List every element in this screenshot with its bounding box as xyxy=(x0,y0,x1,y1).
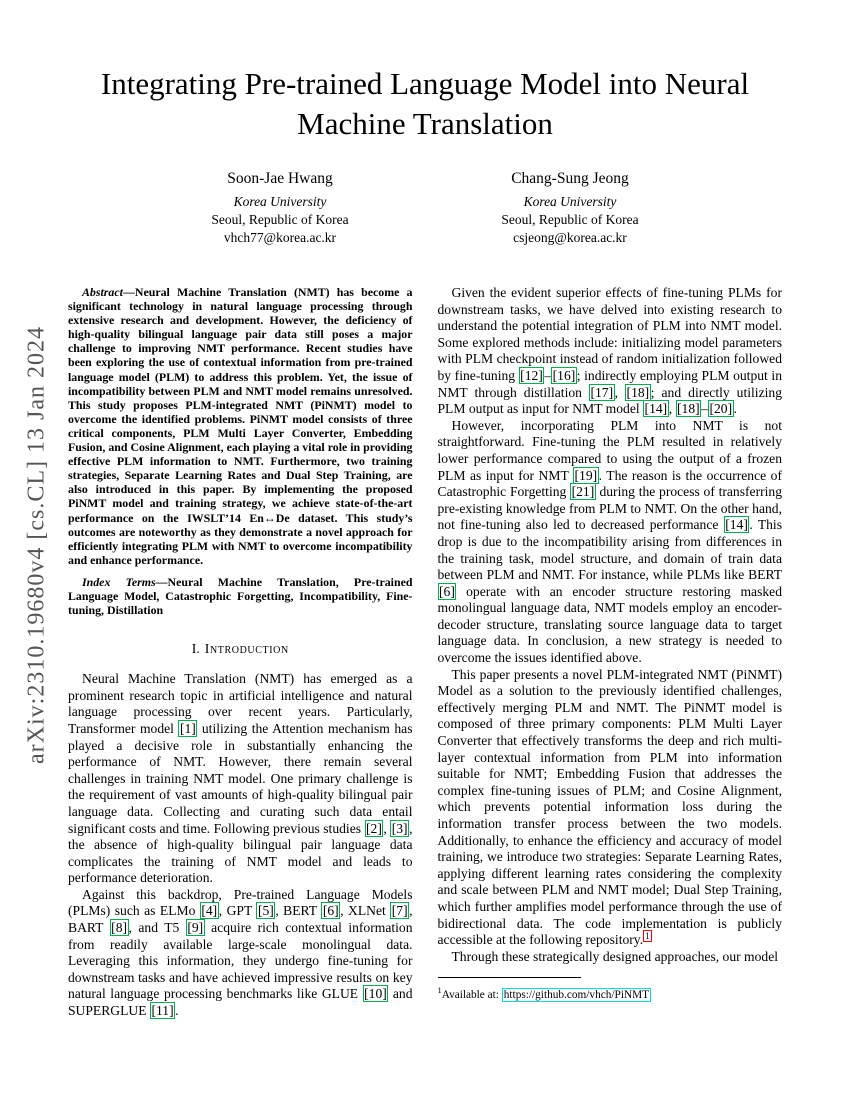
author-affiliation: Korea University xyxy=(523,194,617,209)
paper-title-line1: Integrating Pre-trained Language Model into Neural xyxy=(100,66,750,101)
citation-link[interactable]: [17] xyxy=(590,384,614,400)
author-block xyxy=(425,169,715,247)
citation-link[interactable]: [3] xyxy=(391,820,408,836)
author-email: vhch77@korea.ac.kr xyxy=(223,230,337,245)
citation-link[interactable]: [6] xyxy=(322,903,339,919)
section-number: I. xyxy=(191,641,200,657)
author-email: csjeong@korea.ac.kr xyxy=(513,230,627,245)
author-affiliation: Korea University xyxy=(233,194,327,209)
title-block xyxy=(0,0,850,144)
arxiv-watermark: arXiv:2310.19680v4 [cs.CL] 13 Jan 2024 xyxy=(23,326,50,764)
paragraph-6: Through these strategically designed approaches, our model xyxy=(451,948,779,964)
citation-link[interactable]: [11] xyxy=(151,1003,174,1019)
section-title: Introduction xyxy=(204,641,289,657)
footnote-marker[interactable]: 1 xyxy=(645,930,650,941)
citation-link[interactable]: [18] xyxy=(677,401,700,417)
citation-link[interactable]: [21] xyxy=(571,484,595,500)
citation-link[interactable]: [7] xyxy=(391,903,408,919)
footnote-text xyxy=(438,983,783,1002)
paper-body xyxy=(68,285,782,1020)
index-terms-lead: Index Terms— xyxy=(82,574,168,589)
footnote-lead: Available at: xyxy=(441,989,502,1002)
citation-link[interactable]: [19] xyxy=(574,467,598,483)
citation-link[interactable]: [5] xyxy=(257,903,274,919)
paragraph-1: Neural Machine Translation (NMT) has emerged as a prominent research topic in artificial intelligence and natural language processing over recent years. Particularly, Transformer model [1] utilizing the Attention mechanism has played a decisive role in substantially enhancing the performance of NMT. However, there remain several challenges in training NMT model. One primary challenge is the requirement of vast amounts of high-quality bilingual pair language data. Collecting and curating such data entail significant costs and time. Following previous studies [2] , [3] , the absence of high-quality bilingual pair language data complicates the training of NMT model and leads to performance deterioration. xyxy=(68,671,413,886)
citation-link[interactable]: [10] xyxy=(364,986,387,1002)
index-terms-text: Neural Machine Translation, Pre-trained Language Model, Catastrophic Forgetting, Incompatibility, Fine-tuning, Distillation xyxy=(68,574,413,618)
paper-title-line2: Machine Translation xyxy=(297,106,553,141)
footnote-marker: 1 xyxy=(437,985,442,996)
citation-link[interactable]: [2] xyxy=(366,820,382,836)
citation-link[interactable]: [20] xyxy=(709,401,733,417)
abstract-text: Neural Machine Translation (NMT) has become a significant technology in natural language processing through extensive research and development. However, the deficiency of high-quality bilingual language pair data still poses a major challenge to improving NMT performance. Recent studies have been exploring the use of contextual information from pre-trained language model (PLM) to address this problem. Yet, the issue of incompatibility between PLM and NMT model remains unresolved. This study proposes PLM-integrated NMT (PiNMT) model to overcome the identified problems. PiNMT model consists of three critical components, PLM Multi Layer Converter, Embedding Fusion, and Cosine Alignment, each playing a vital role in providing effective PLM information to NMT. Furthermore, two training strategies, Separate Learning Rates and Dual Step Training, are also introduced in this paper. By implementing the proposed PiNMT model and training strategy, we achieve state-of-the-art performance on the IWSLT’14 En↔De dataset. This study’s outcomes are noteworthy as they demonstrate a novel approach for efficiently integrating PLM with NMT to overcome incompatibility and enhance performance. xyxy=(68,285,413,567)
footnote-rule xyxy=(438,977,581,978)
citation-link[interactable]: [12] xyxy=(520,367,543,383)
paragraph-3: Given the evident superior effects of fine-tuning PLMs for downstream tasks, we have delved into existing research to understand the potential integration of PLM into NMT model. Some explored methods include: initializing model parameters with PLM checkpoint instead of random initialization followed by fine-tuning [12] – [16] ; indirectly employing PLM output in NMT through distillation [17] , [18] ; and directly utilizing PLM output as input for NMT model [14] , [18] – [20] . xyxy=(437,285,782,417)
citation-link[interactable]: [6] xyxy=(439,583,455,599)
author-name: Soon-Jae Hwang xyxy=(227,170,333,187)
paragraph-4: However, incorporating PLM into NMT is not straightforward. Fine-tuning the PLM resulted in relatively lower performance compared to using the output of a frozen PLM as input for NMT [19] . The reason is the occurrence of Catastrophic Forgetting [21] during the process of transferring pre-existing knowledge from PLM to NMT. On the other hand, not fine-tuning also led to decreased performance [14] . This drop is due to the incompatibility arising from differences in the training task, model structure, and domain of train data between PLM and NMT. For instance, while PLMs like BERT [6] operate with an encoder structure restoring masked monolingual language data, NMT models employ an encoder-decoder structure, translating source language data to target language data. In conclusion, a new strategy is needed to overcome the issues identified above. xyxy=(437,417,782,666)
repository-url-link[interactable]: https://github.com/vhch/PiNMT xyxy=(503,989,650,1002)
citation-link[interactable]: [4] xyxy=(201,903,218,919)
citation-link[interactable]: [14] xyxy=(725,517,748,533)
paragraph-2: Against this backdrop, Pre-trained Language Models (PLMs) such as ELMo [4] , GPT [5] , BERT [6] , XLNet [7] , BART [8] , and T5 [9] acquire rich contextual information from readily available large-scale monolingual data. Leveraging this information, they undergo fine-tuning for downstream tasks and have achieved impressive results on key natural language processing benchmarks like GLUE [10] and SUPERGLUE [11] . xyxy=(68,886,413,1019)
author-name: Chang-Sung Jeong xyxy=(511,170,629,187)
author-location: Seoul, Republic of Korea xyxy=(501,212,639,227)
paper-title xyxy=(0,64,850,144)
left-column xyxy=(68,285,413,1020)
abstract-lead: Abstract— xyxy=(82,285,135,299)
right-column xyxy=(438,285,783,1020)
index-terms xyxy=(68,575,413,617)
citation-link[interactable]: [9] xyxy=(187,920,204,936)
citation-link[interactable]: [18] xyxy=(626,384,650,400)
author-location: Seoul, Republic of Korea xyxy=(211,212,349,227)
abstract xyxy=(68,285,413,567)
section-heading-introduction xyxy=(68,641,413,657)
citation-link[interactable]: [1] xyxy=(179,720,196,736)
author-block xyxy=(135,169,425,247)
citation-link[interactable]: [8] xyxy=(111,920,128,936)
authors-row xyxy=(135,169,715,247)
citation-link[interactable]: [14] xyxy=(644,401,668,417)
citation-link[interactable]: [16] xyxy=(552,367,576,383)
footnote xyxy=(438,977,783,1002)
paragraph-5: This paper presents a novel PLM-integrated NMT (PiNMT) Model as a solution to the previously identified challenges, effectively merging PLM and NMT. The PiNMT model is composed of three primary components: PLM Multi Layer Converter that effectively transforms the deep and rich multi-layer contextual information from PLM into information suitable for NMT; Embedding Fusion that addresses the complex fine-tuning issues of PLM; and Cosine Alignment, which prevents potential information loss during the information transfer process between the two models. Additionally, to enhance the efficiency and accuracy of model training, we introduce two strategies: Separate Learning Rates, applying different learning rates considering the complexity and scale between PLM and NMT model; Dual Step Training, which further amplifies model performance through the use of bidirectional data. The code implementation is publicly accessible at the following repository. $^1$ xyxy=(437,666,782,948)
